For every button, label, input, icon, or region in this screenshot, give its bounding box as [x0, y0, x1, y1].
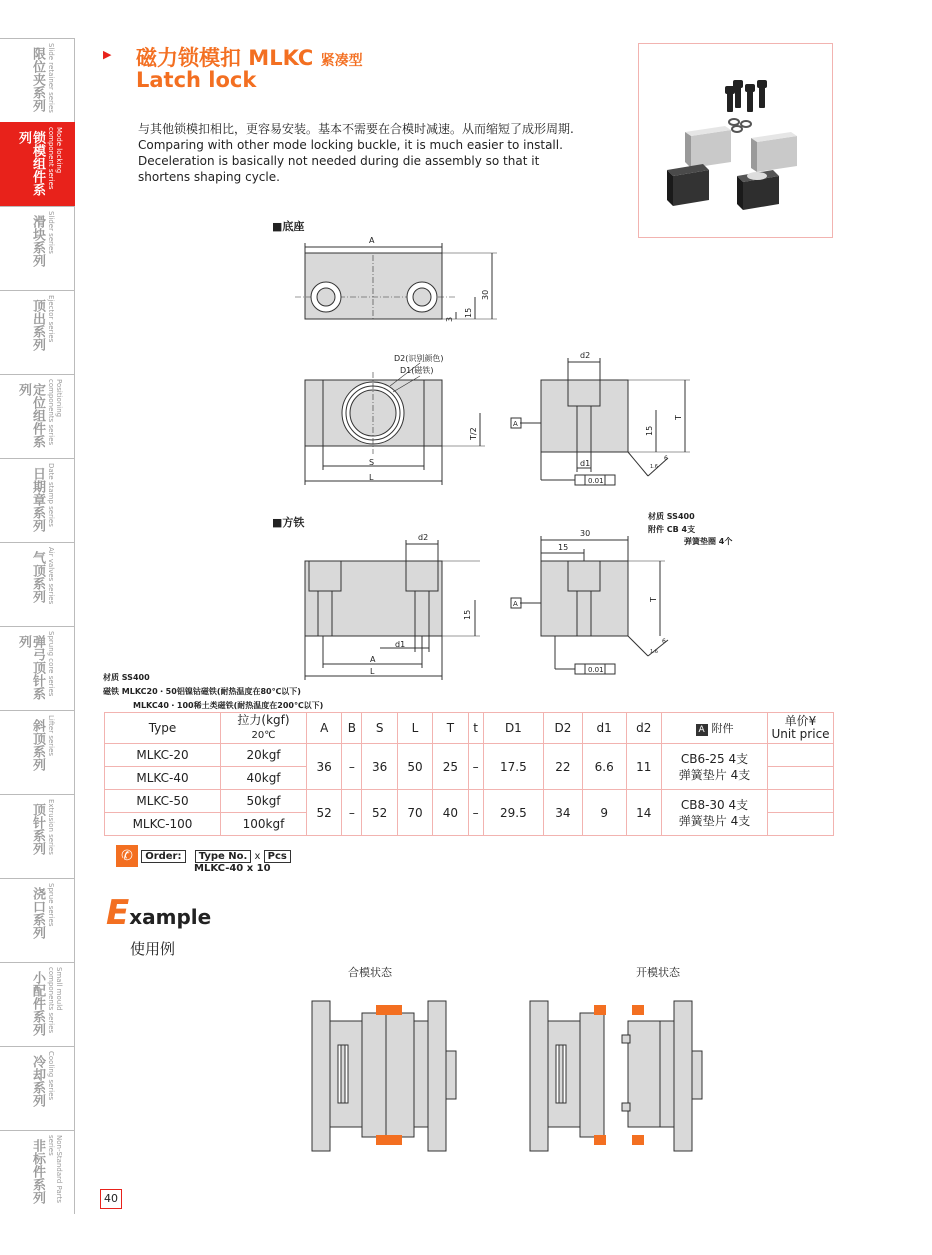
dim-d2-base: d2: [580, 351, 591, 360]
accessory-note: 附件 CB 4支: [648, 525, 696, 534]
sidebar-tab-label: 浇口系列: [30, 887, 45, 939]
page-number: 40: [100, 1189, 122, 1209]
col-tt: t: [468, 713, 483, 744]
dim-a-block: A: [370, 655, 376, 664]
sidebar-tab-sublabel: Cooling series: [47, 1051, 55, 1101]
order-example-value: MLKC-40 x 10: [194, 863, 271, 874]
rough-6-base: 6: [664, 455, 668, 462]
example-title: Example: [106, 893, 212, 933]
sidebar-tab-sublabel: Non-Standard Parts series: [47, 1135, 63, 1204]
sidebar-tab-label: 冷却系列: [30, 1055, 45, 1107]
tolerance-base: 0.01: [588, 477, 604, 485]
col-t: T: [433, 713, 468, 744]
col-price: 单价¥ Unit price: [768, 713, 834, 744]
sidebar-tab-label: 顶出系列: [30, 299, 45, 351]
table-row: MLKC-100 100kgf: [105, 813, 834, 836]
col-accessory: A 附件: [662, 713, 768, 744]
title-arrow-icon: ▶: [103, 48, 112, 61]
datum-a-base: A: [513, 420, 518, 428]
material-note: 材质 SS400: [648, 512, 695, 521]
sidebar-tab-sublabel: Sprue series: [47, 883, 55, 927]
col-a: A: [307, 713, 342, 744]
dim-l-base: L: [369, 473, 374, 482]
example-diagrams: [300, 995, 780, 1160]
table-row: MLKC-20 20kgf 36 – 36 50 25 – 17.5 22 6.6 11 CB6-25 4支 弹簧垫片 4支: [105, 744, 834, 767]
dim-d2-block: d2: [418, 533, 429, 542]
dim-t-block: T: [649, 597, 658, 602]
sidebar-tab-label: 顶针系列: [30, 803, 45, 855]
rough-16-base: 1.6: [650, 464, 658, 470]
dim-3: 3: [445, 316, 454, 322]
dim-15-side: 15: [645, 425, 654, 436]
order-label: Order:: [141, 850, 185, 863]
tolerance-block: 0.01: [588, 666, 604, 674]
dim-d1-base: d1: [580, 459, 591, 468]
sidebar-tab-label: 弹弓顶针系列: [16, 635, 45, 700]
material-notes: 材质 SS400 磁铁 MLKC20・50铝镍钴磁铁(耐热温度在80℃以下) MLKC40・100稀土类磁铁(耐热温度在200℃以下): [103, 673, 324, 710]
table-row: MLKC-40 40kgf: [105, 767, 834, 790]
sidebar-tab[interactable]: [0, 1130, 75, 1214]
dim-30: 30: [481, 289, 490, 300]
sidebar-tab-sublabel: Slide retainer series: [47, 43, 55, 113]
col-dd1: d1: [582, 713, 626, 744]
sidebar-tab-sublabel: Lifter series: [47, 715, 55, 757]
sidebar-tab-label: 定位组件系列: [16, 383, 45, 448]
dim-15-block: 15: [463, 609, 472, 620]
sidebar-tab-sublabel: Small mould components series: [47, 967, 63, 1034]
dim-l-block: L: [370, 667, 375, 676]
sidebar-tab[interactable]: [0, 962, 75, 1046]
sidebar-tab-sublabel: Mode locking component series: [47, 127, 63, 190]
rough-16-block: 1.6: [650, 649, 658, 655]
sidebar-tab-sublabel: Extrusion series: [47, 799, 55, 855]
order-phone-icon: ✆: [116, 845, 138, 867]
sidebar-tab-label: 气顶系列: [30, 551, 45, 603]
example-subtitle: 使用例: [130, 940, 176, 958]
sidebar-tab-sublabel: Date stamp series: [47, 463, 55, 527]
sidebar-tab-label: 锁模组件系列: [16, 131, 45, 196]
rough-6-block: 6: [662, 638, 666, 645]
col-dd2: d2: [626, 713, 661, 744]
d1-note: D1(磁铁): [400, 366, 434, 375]
sidebar-tab[interactable]: [0, 710, 75, 794]
pcs-label: Pcs: [264, 850, 291, 863]
col-b: B: [342, 713, 362, 744]
closed-state-label: 合模状态: [348, 966, 392, 979]
col-d1: D1: [483, 713, 543, 744]
sidebar-tab-label: 限位夹系列: [30, 47, 45, 112]
table-row: MLKC-50 50kgf 52 – 52 70 40 – 29.5 34 9 14 CB8-30 4支 弹簧垫片 4支: [105, 790, 834, 813]
dim-a-top: A: [369, 236, 375, 245]
col-type: Type: [105, 713, 221, 744]
sidebar-tab[interactable]: [0, 878, 75, 962]
spec-table: [104, 712, 834, 836]
sidebar-tab-sublabel: Air valves series: [47, 547, 55, 605]
d2-note: D2(识别颜色): [394, 354, 444, 363]
col-s: S: [362, 713, 397, 744]
dim-15-block-top: 15: [558, 543, 569, 552]
block-section-label: ■方铁: [272, 516, 305, 529]
dim-d1-block: d1: [395, 640, 406, 649]
sidebar-tab-sublabel: Positioning components series: [47, 379, 63, 446]
page-subtitle: Latch lock: [136, 68, 257, 92]
page-title: 磁力锁模扣 MLKC 紧凑型: [136, 46, 363, 70]
open-state-label: 开模状态: [636, 966, 680, 979]
sidebar-tab-label: 日期章系列: [30, 467, 45, 532]
intro-text: 与其他锁模扣相比，更容易安装。基本不需要在合模时减速。从而缩短了成形周期. Comparing with other mode locking buckle, it is much easier to install. Deceleration is basically not needed during die assembly so that it shortens shaping cycle.: [138, 122, 574, 184]
washer-note: 弹簧垫圈 4个: [684, 537, 733, 546]
order-example: ✆ Order: Type No. x Pcs MLKC-40 x 10: [116, 845, 291, 867]
type-no-label: Type No.: [195, 850, 252, 863]
base-section-label: ■底座: [272, 220, 305, 233]
col-d2: D2: [544, 713, 583, 744]
datum-a-block: A: [513, 600, 518, 608]
sidebar-tab-label: 滑块系列: [30, 215, 45, 267]
dim-30-block: 30: [580, 529, 591, 538]
sidebar-tab-sublabel: Ejector series: [47, 295, 55, 343]
dim-15-top: 15: [464, 307, 473, 318]
col-l: L: [397, 713, 432, 744]
col-pull: 拉力(kgf) 20℃: [221, 713, 307, 744]
dim-t-base: T: [674, 415, 683, 420]
sidebar-tab[interactable]: [0, 794, 75, 878]
dim-s: S: [369, 458, 375, 467]
sidebar-tab-sublabel: Slider series: [47, 211, 55, 254]
dim-t2: T/2: [469, 427, 478, 440]
sidebar-tab[interactable]: [0, 1046, 75, 1130]
sidebar-tab-label: 小配件系列: [30, 971, 45, 1036]
sidebar-tab-label: 斜顶系列: [30, 719, 45, 771]
sidebar-tab-label: 非标件系列: [30, 1139, 45, 1204]
sidebar-tab-sublabel: Sprung core series: [47, 631, 55, 697]
